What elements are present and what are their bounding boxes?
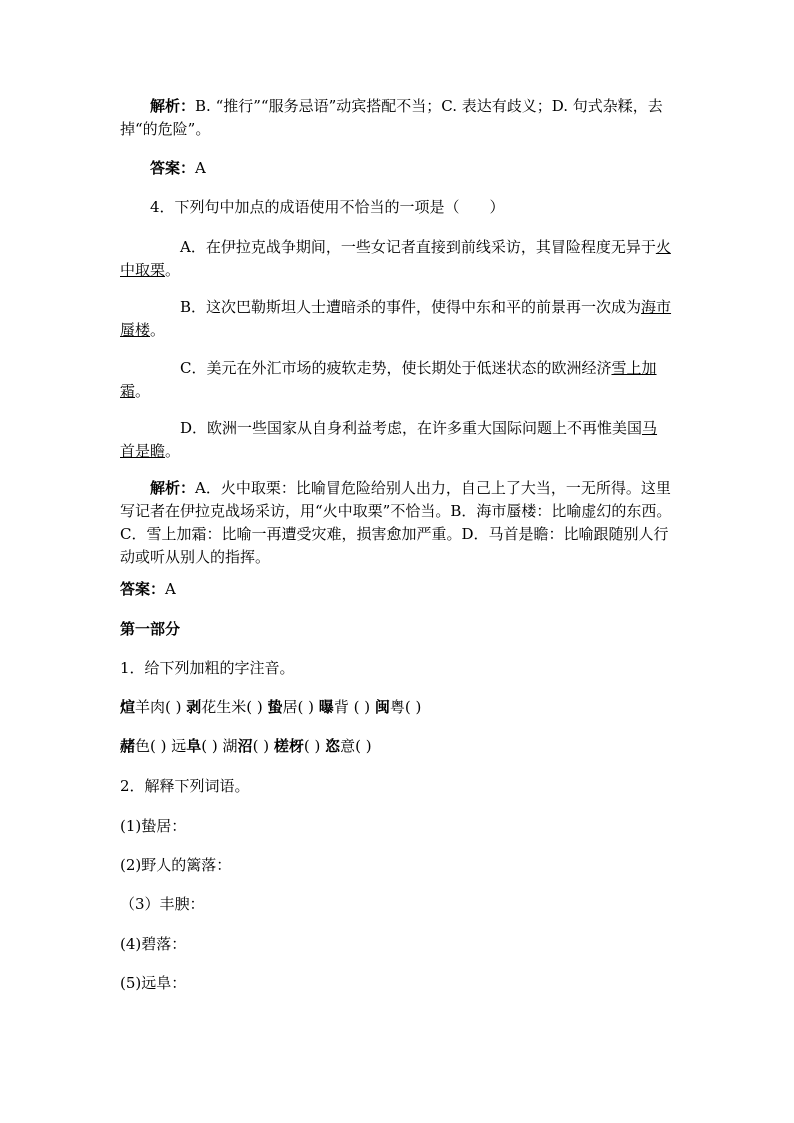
analysis-label: 解析： bbox=[150, 97, 196, 115]
q2-item-4: (4)碧落： bbox=[120, 935, 187, 953]
q1-item: 闽粤( ) bbox=[374, 698, 422, 716]
q2-item-2: (2)野人的篱落： bbox=[120, 856, 232, 874]
q1-item: 远阜( ) bbox=[171, 737, 223, 755]
q1-item: 剥花生米( ) bbox=[186, 698, 268, 716]
q2-stem: 2．解释下列词语。 bbox=[120, 777, 250, 795]
answer-value: A bbox=[165, 580, 176, 598]
analysis-text: B. “推行”“服务忌语”动宾搭配不当；C. 表达有歧义；D. 句式杂糅，去掉“的危险”。 bbox=[120, 97, 663, 138]
q2-item-3: （3）丰腴： bbox=[120, 895, 205, 913]
underlined-idiom: 马首是瞻 bbox=[120, 419, 658, 460]
q4-option-d: D．欧洲一些国家从自身利益考虑，在许多重大国际问题上不再惟美国马首是瞻。 bbox=[120, 419, 658, 460]
q1-item: 曝背 ( ) bbox=[318, 698, 375, 716]
q4-option-b: B．这次巴勒斯坦人士遭暗杀的事件，使得中东和平的前景再一次成为海市蜃楼。 bbox=[120, 298, 672, 339]
analysis-label: 解析： bbox=[150, 479, 196, 497]
underlined-idiom: 雪上加霜 bbox=[120, 359, 657, 400]
q1-row-1 bbox=[120, 696, 672, 719]
answer-label: 答案： bbox=[120, 580, 166, 598]
underlined-idiom: 海市蜃楼 bbox=[120, 298, 672, 339]
q3-answer bbox=[120, 157, 672, 180]
q1-item: 恣意( ) bbox=[325, 737, 372, 755]
analysis-text: A．火中取栗：比喻冒危险给别人出力，自己上了大当，一无所得。这里写记者在伊拉克战场采访，用“火中取栗”不恰当。B．海市蜃楼：比喻虚幻的东西。C．雪上加霜：比喻一再遭受灾难，损害愈加严重。D．马首是瞻：比喻跟随别人行动或听从别人的指挥。 bbox=[120, 479, 672, 566]
q4-option-a: A．在伊拉克战争期间，一些女记者直接到前线采访，其冒险程度无异于火中取栗。 bbox=[120, 238, 671, 279]
q1-item: 煊羊肉( ) bbox=[120, 698, 187, 716]
q1-item: 赭色( ) bbox=[120, 737, 172, 755]
q2-item-5: (5)远阜： bbox=[120, 974, 187, 992]
q2-item-1: (1)蛰居： bbox=[120, 817, 187, 835]
q3-analysis bbox=[120, 95, 672, 141]
q1-item: 蛰居( ) bbox=[267, 698, 319, 716]
q1-item: 湖沼( ) bbox=[222, 737, 274, 755]
q4-answer bbox=[120, 578, 672, 601]
q4-option-c: C．美元在外汇市场的疲软走势，使长期处于低迷状态的欧洲经济雪上加霜。 bbox=[120, 359, 657, 400]
answer-value: A bbox=[195, 159, 206, 177]
q1-stem: 1．给下列加粗的字注音。 bbox=[120, 659, 295, 677]
q4-stem: 4．下列句中加点的成语使用不恰当的一项是（ ） bbox=[150, 198, 505, 216]
underlined-idiom: 火中取栗 bbox=[120, 238, 671, 279]
q1-item: 槎枒( ) bbox=[273, 737, 326, 755]
q1-row-2 bbox=[120, 735, 672, 758]
q4-analysis bbox=[120, 477, 672, 569]
answer-label: 答案： bbox=[150, 159, 196, 177]
section-heading: 第一部分 bbox=[120, 620, 181, 638]
